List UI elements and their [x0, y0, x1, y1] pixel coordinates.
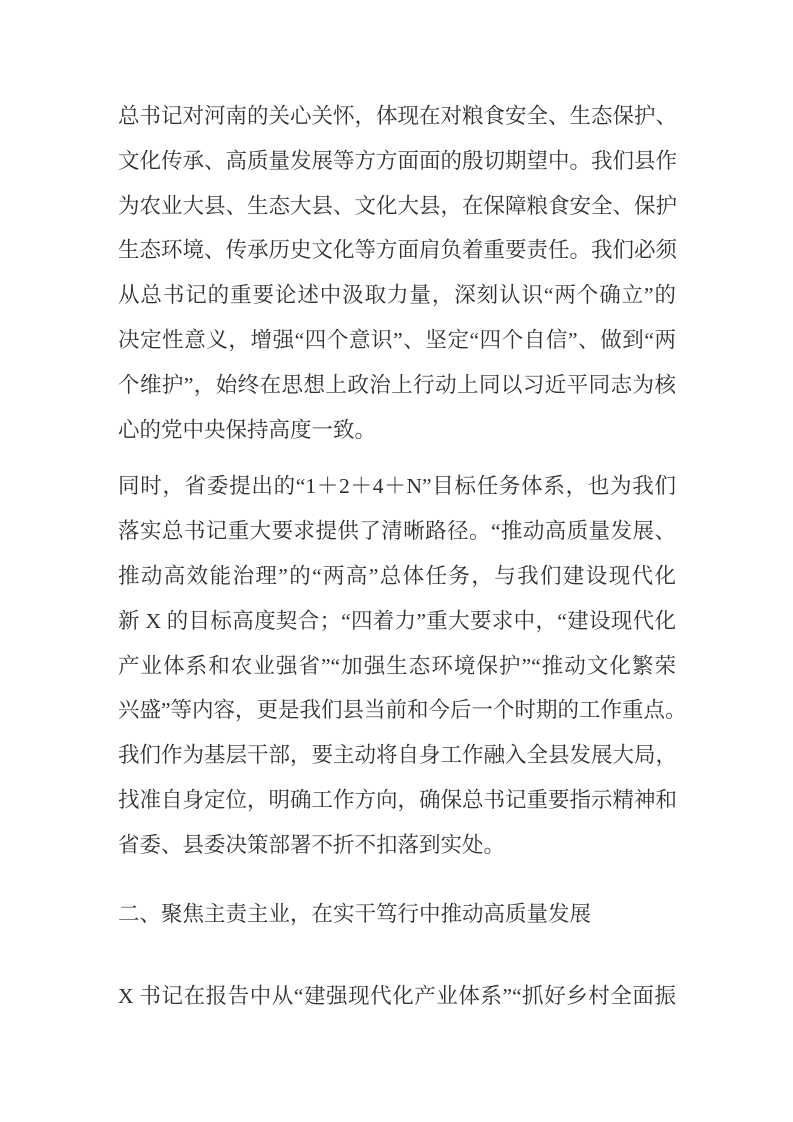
text-line: 省委、县委决策部署不折不扣落到实处。 [118, 832, 506, 857]
paragraph-2 [118, 464, 687, 867]
text-line: 新 X 的目标高度契合；“四着力”重大要求中，“建设现代化 [118, 608, 676, 633]
text-line: X 书记在报告中从“建强现代化产业体系”“抓好乡村全面振 [118, 984, 676, 1009]
text-line: 生态环境、传承历史文化等方面肩负着重要责任。我们必须 [118, 238, 678, 263]
paragraph-1 [118, 94, 676, 452]
text-line: 文化传承、高质量发展等方方面面的殷切期望中。我们县作 [118, 148, 678, 173]
text-line: 决定性意义，增强“四个意识”、坚定“四个自信”、做到“两 [118, 327, 676, 352]
text-line: 找准自身定位，明确工作方向，确保总书记重要指示精神和 [118, 787, 678, 812]
text-line: 产业体系和农业强省”“加强生态环境保护”“推动文化繁荣 [118, 653, 676, 678]
heading-line: 二、聚焦主责主业，在实干笃行中推动高质量发展 [118, 901, 592, 926]
section-heading [118, 892, 676, 937]
text-line: 总书记对河南的关心关怀，体现在对粮食安全、生态保护、 [118, 104, 678, 128]
text-line: 同时，省委提出的“1＋2＋4＋N”目标任务体系，也为我们 [118, 474, 676, 499]
text-line: 兴盛”等内容，更是我们县当前和今后一个时期的工作重点。 [118, 698, 687, 723]
text-line: 个维护”，始终在思想上政治上行动上同以习近平同志为核 [118, 372, 676, 397]
text-line: 落实总书记重大要求提供了清晰路径。“推动高质量发展、 [118, 519, 676, 544]
text-line: 为农业大县、生态大县、文化大县，在保障粮食安全、保护 [118, 193, 678, 218]
text-line: 心的党中央保持高度一致。 [118, 417, 377, 442]
text-line: 推动高效能治理”的“两高”总体任务，与我们建设现代化 [118, 563, 676, 588]
paragraph-3 [118, 974, 676, 1019]
text-line: 我们作为基层干部，要主动将自身工作融入全县发展大局， [118, 743, 678, 768]
text-line: 从总书记的重要论述中汲取力量，深刻认识“两个确立”的 [118, 283, 676, 308]
